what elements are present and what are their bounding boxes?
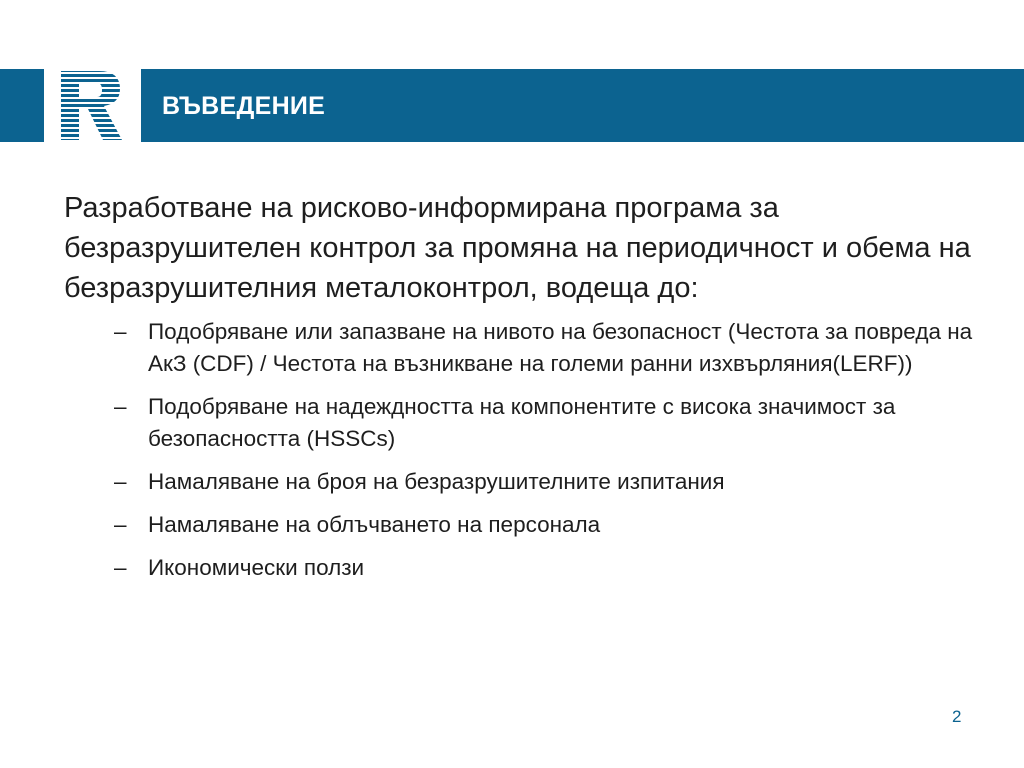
header-band-left <box>0 69 44 142</box>
list-item <box>64 316 984 380</box>
list-item <box>64 509 984 541</box>
bullet-text: Подобряване или запазване на нивото на безопасност (Честота за повреда на АкЗ (CDF) / Честота на възникване на големи ранни изхвърляния(LERF)) <box>148 319 973 376</box>
bullet-text: Подобряване на надеждността на компонентите с висока значимост за безопасността (HSSCs) <box>148 394 896 451</box>
r-logo-icon <box>59 69 123 142</box>
dash-marker: – <box>114 319 127 344</box>
slide-content <box>64 188 984 595</box>
intro-text: Разработване на рисково-информирана програма за безразрушителен контрол за промяна на периодичност и обема на безразрушителния металоконтрол, водеща до: <box>64 192 971 304</box>
list-item <box>64 552 984 584</box>
bullet-text: Намаляване на броя на безразрушителните изпитания <box>148 469 725 494</box>
bullet-text: Намаляване на облъчването на персонала <box>148 512 601 537</box>
list-item <box>64 466 984 498</box>
slide-title: ВЪВЕДЕНИЕ <box>162 92 326 120</box>
dash-marker: – <box>114 394 127 419</box>
dash-marker: – <box>114 555 127 580</box>
dash-marker: – <box>114 469 127 494</box>
bullet-text: Икономически ползи <box>148 555 365 580</box>
bullet-list <box>64 316 984 584</box>
page-number: 2 <box>952 707 962 726</box>
dash-marker: – <box>114 512 127 537</box>
list-item <box>64 391 984 455</box>
